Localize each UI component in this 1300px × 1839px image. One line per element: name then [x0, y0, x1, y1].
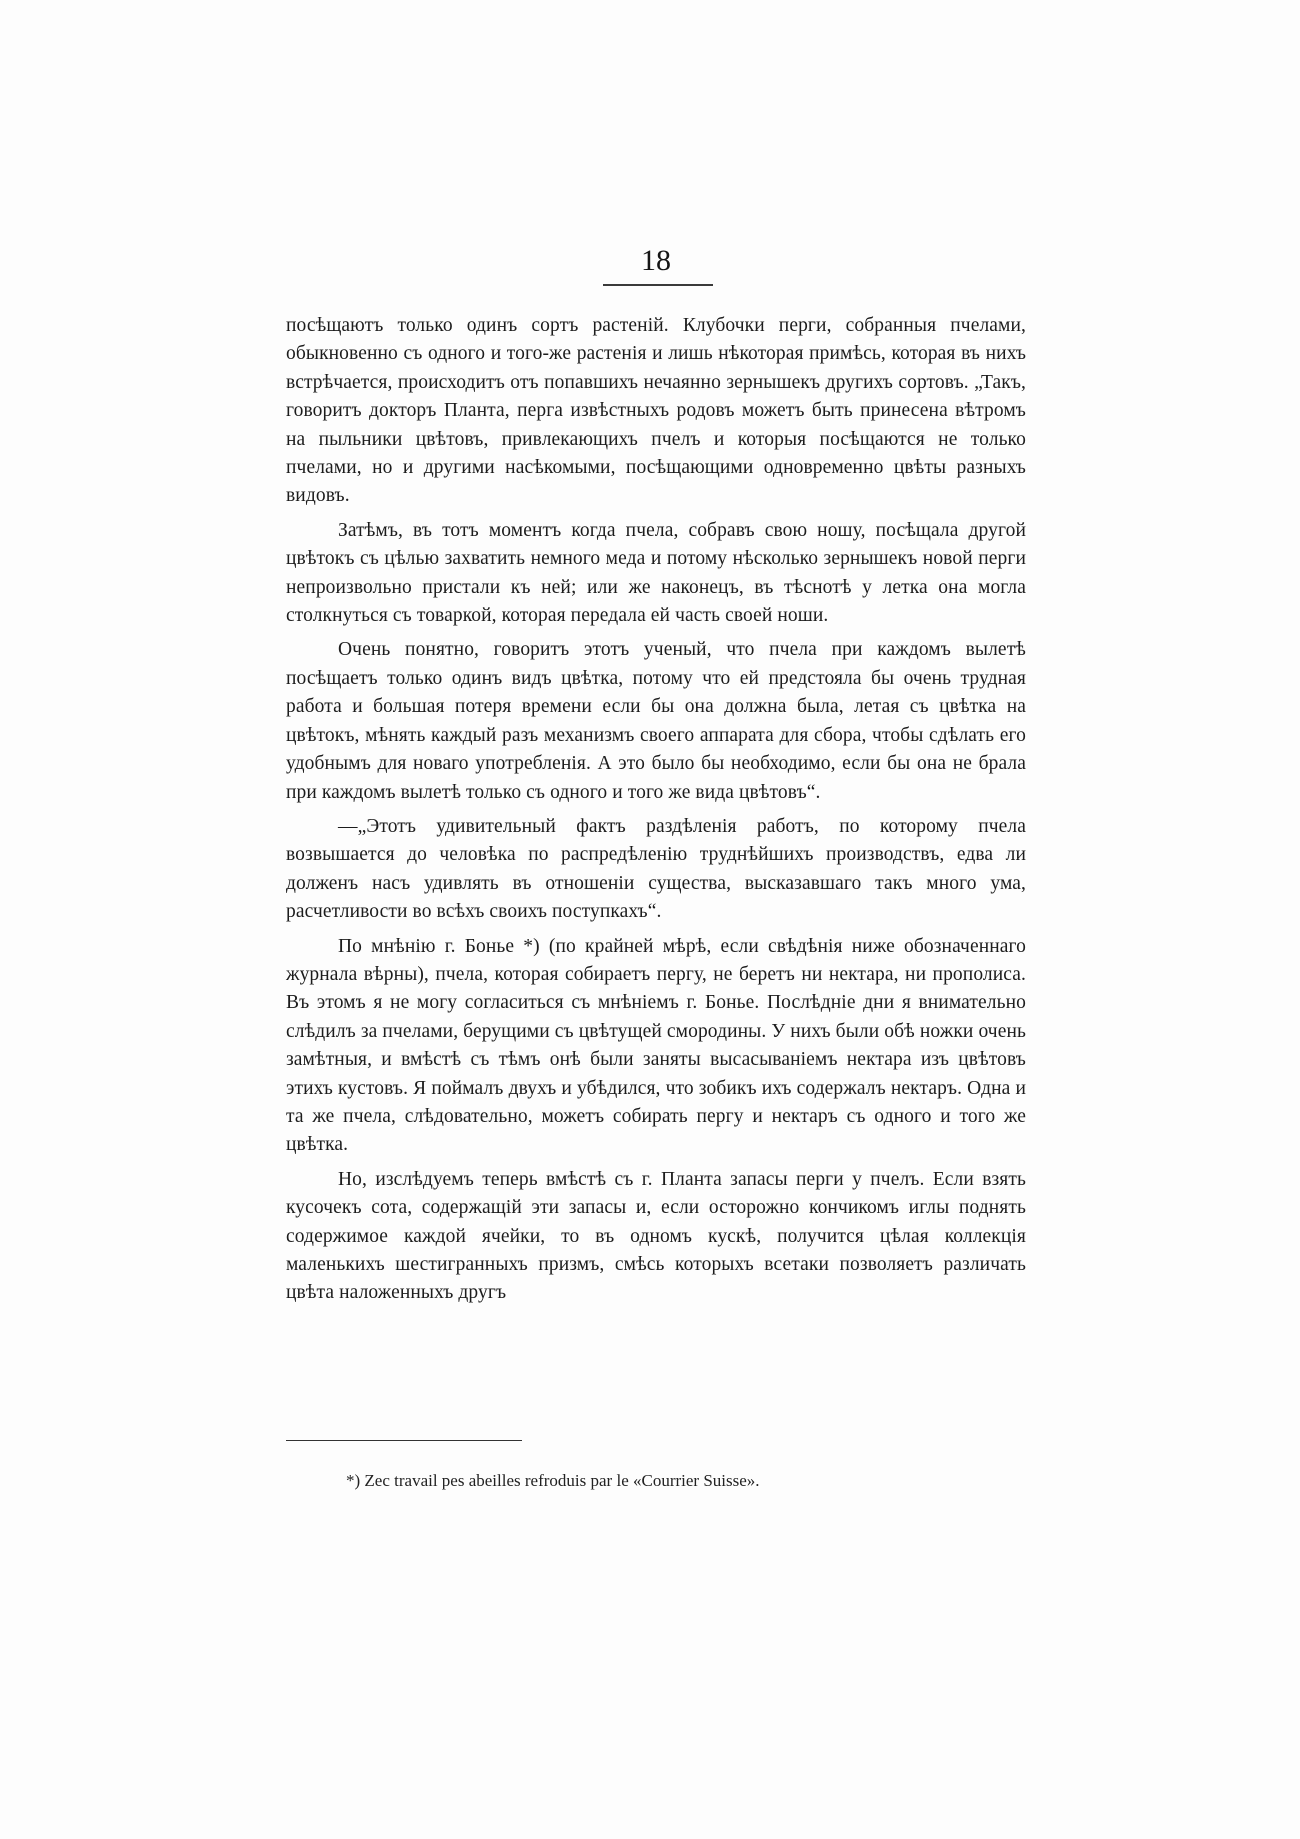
paragraph: По мнѣнію г. Бонье *) (по крайней мѣрѣ, если свѣдѣнія ниже обозначеннаго журнала вѣрны), пчела, которая собираетъ пергу, не беретъ ни нектара, ни прополиса. Въ этомъ я не могу согласиться съ мнѣніемъ г. Бонье. Послѣдніе дни я внимательно слѣдилъ за пчелами, берущими съ цвѣтущей смородины. У нихъ были обѣ ножки очень замѣтныя, и вмѣстѣ съ тѣмъ онѣ были заняты высасываніемъ нектара изъ цвѣтовъ этихъ кустовъ. Я поймалъ двухъ и убѣдился, что зобикъ ихъ содержалъ нектаръ. Одна и та же пчела, слѣдовательно, можетъ собирать пергу и нектаръ съ одного и того же цвѣтка. [286, 935, 1026, 1156]
page-number: 18 [641, 244, 671, 277]
paragraph: посѣщаютъ только одинъ сортъ растеній. Клубочки перги, собранныя пчелами, обыкновенно съ одного и того-же растенія и лишь нѣкоторая примѣсь, которая въ нихъ встрѣчается, происходитъ отъ попавшихъ нечаянно зернышекъ другихъ сортовъ. „Такъ, говоритъ докторъ Планта, перга извѣстныхъ родовъ можетъ быть принесена вѣтромъ на пыльники цвѣтовъ, привлекающихъ пчелъ и которыя посѣщаются не только пчелами, но и другими насѣкомыми, посѣщающими одновременно цвѣты разныхъ видовъ. [286, 315, 1026, 507]
paragraph: —„Этотъ удивительный фактъ раздѣленія работъ, по которому пчела возвышается до человѣка по распредѣленію труднѣйшихъ производствъ, едва ли долженъ насъ удивлять въ отношеніи существа, высказавшаго такъ много ума, расчетливости во всѣхъ своихъ поступкахъ“. [286, 815, 1026, 923]
paragraph: Но, изслѣдуемъ теперь вмѣстѣ съ г. Планта запасы перги у пчелъ. Если взять кусочекъ сота, содержащій эти запасы и, если осторожно кончикомъ иглы поднять содержимое каждой ячейки, то въ одномъ кускѣ, получится цѣлая коллекція маленькихъ шестигранныхъ призмъ, смѣсь которыхъ всетаки позволяетъ различать цвѣта наложенныхъ другъ [286, 1168, 1026, 1304]
footnote: *) Zec travail pes abeilles refroduis par le «Courrier Suisse». [346, 1471, 760, 1490]
paragraph: Затѣмъ, въ тотъ моментъ когда пчела, собравъ свою ношу, посѣщала другой цвѣтокъ съ цѣлью захватить немного меда и потому нѣсколько зернышекъ новой перги непроизвольно пристали къ ней; или же наконецъ, въ тѣснотѣ у летка она могла столкнуться съ товаркой, которая передала ей часть своей ноши. [286, 519, 1026, 627]
paragraph: Очень понятно, говоритъ этотъ ученый, что пчела при каждомъ вылетѣ посѣщаетъ только одинъ видъ цвѣтка, потому что ей предстояла бы очень трудная работа и большая потеря времени если бы она должна была, летая съ цвѣтка на цвѣтокъ, мѣнять каждый разъ механизмъ своего аппарата для сбора, чтобы сдѣлать его удобнымъ для новаго употребленія. А это было бы необходимо, если бы она не брала при каждомъ вылетѣ только съ одного и того же вида цвѣтовъ“. [286, 639, 1026, 803]
footnote-separator [286, 1440, 522, 1441]
page-number-underline [603, 284, 713, 286]
body-text [286, 312, 1026, 1314]
